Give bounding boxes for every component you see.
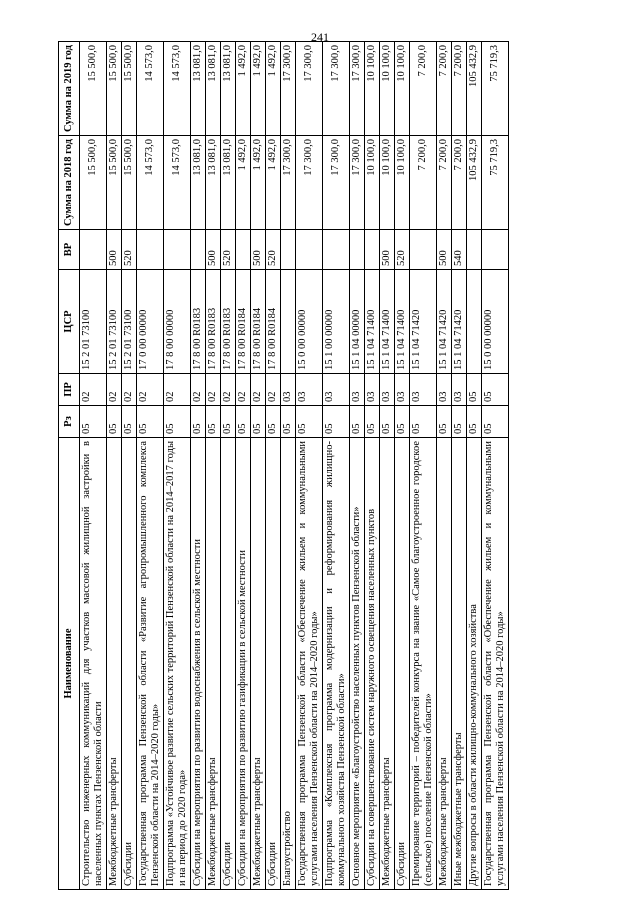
row-rz: 05 xyxy=(482,406,509,438)
row-sum-2018: 7 200,0 xyxy=(437,136,452,230)
row-sum-2019: 15 500,0 xyxy=(122,42,137,136)
row-pr: 03 xyxy=(296,374,323,406)
row-name: Субсидии xyxy=(266,438,281,890)
row-vr: 540 xyxy=(452,230,467,270)
row-rz: 05 xyxy=(251,406,266,438)
table-row xyxy=(323,42,350,890)
row-sum-2019: 7 200,0 xyxy=(410,42,437,136)
col-header-pr: ПР xyxy=(59,374,80,406)
row-sum-2018: 17 300,0 xyxy=(281,136,296,230)
row-vr xyxy=(467,230,482,270)
col-header-sum-2019: Сумма на 2019 год xyxy=(59,42,80,136)
row-csr: 17 8 00 R0183 xyxy=(191,270,206,374)
row-pr: 02 xyxy=(107,374,122,406)
row-csr: 15 1 04 71400 xyxy=(380,270,395,374)
row-sum-2018: 14 573,0 xyxy=(164,136,191,230)
row-name: Строительство инженерных коммуникаций для участков массовой жилищной застройки в населенных пунктах Пензенской области xyxy=(80,438,107,890)
table-row xyxy=(251,42,266,890)
table-row xyxy=(221,42,236,890)
row-name: Основное мероприятие «Благоустройство населенных пунктов Пензенской области» xyxy=(350,438,365,890)
row-vr xyxy=(365,230,380,270)
row-sum-2018: 17 300,0 xyxy=(350,136,365,230)
row-rz: 05 xyxy=(80,406,107,438)
row-vr: 500 xyxy=(251,230,266,270)
row-csr: 17 8 00 R0183 xyxy=(221,270,236,374)
row-pr: 02 xyxy=(137,374,164,406)
row-vr: 500 xyxy=(380,230,395,270)
col-header-vr: ВР xyxy=(59,230,80,270)
row-vr: 520 xyxy=(395,230,410,270)
row-vr: 520 xyxy=(221,230,236,270)
table-row xyxy=(80,42,107,890)
row-vr xyxy=(191,230,206,270)
row-vr: 520 xyxy=(122,230,137,270)
row-vr: 500 xyxy=(206,230,221,270)
row-sum-2018: 10 100,0 xyxy=(395,136,410,230)
table-row xyxy=(122,42,137,890)
table-row xyxy=(452,42,467,890)
row-pr: 02 xyxy=(164,374,191,406)
table-row xyxy=(365,42,380,890)
row-sum-2018: 105 432,9 xyxy=(467,136,482,230)
row-pr: 02 xyxy=(266,374,281,406)
row-sum-2019: 17 300,0 xyxy=(350,42,365,136)
row-csr: 15 1 00 00000 xyxy=(323,270,350,374)
row-csr: 17 0 00 00000 xyxy=(137,270,164,374)
row-pr: 03 xyxy=(395,374,410,406)
row-rz: 05 xyxy=(437,406,452,438)
row-sum-2018: 1 492,0 xyxy=(251,136,266,230)
row-rz: 05 xyxy=(350,406,365,438)
row-sum-2019: 17 300,0 xyxy=(281,42,296,136)
row-name: Межбюджетные трансферты xyxy=(251,438,266,890)
row-sum-2019: 10 100,0 xyxy=(380,42,395,136)
table-row xyxy=(350,42,365,890)
row-csr: 17 8 00 R0184 xyxy=(251,270,266,374)
row-rz: 05 xyxy=(137,406,164,438)
row-name: Субсидии на мероприятия по развитию газификации в сельской местности xyxy=(236,438,251,890)
table-row xyxy=(266,42,281,890)
row-rz: 05 xyxy=(164,406,191,438)
row-csr: 15 2 01 73100 xyxy=(122,270,137,374)
rotated-page xyxy=(58,42,588,890)
col-header-rz: Рз xyxy=(59,406,80,438)
row-pr: 03 xyxy=(350,374,365,406)
row-pr: 02 xyxy=(206,374,221,406)
row-vr: 500 xyxy=(437,230,452,270)
row-name: Межбюджетные трансферты xyxy=(380,438,395,890)
row-vr: 500 xyxy=(107,230,122,270)
row-sum-2019: 13 081,0 xyxy=(221,42,236,136)
row-csr: 15 0 00 00000 xyxy=(482,270,509,374)
row-pr: 03 xyxy=(380,374,395,406)
row-csr: 15 0 00 00000 xyxy=(296,270,323,374)
row-name: Межбюджетные трансферты xyxy=(206,438,221,890)
row-name: Государственная программа Пензенской области «Обеспечение жильем и коммунальными услугами населения Пензенской области на 2014–2020 годы» xyxy=(482,438,509,890)
row-csr: 15 1 04 71420 xyxy=(452,270,467,374)
row-sum-2019: 1 492,0 xyxy=(236,42,251,136)
row-sum-2019: 7 200,0 xyxy=(452,42,467,136)
table-row xyxy=(437,42,452,890)
row-rz: 05 xyxy=(107,406,122,438)
row-name: Благоустройство xyxy=(281,438,296,890)
row-vr xyxy=(296,230,323,270)
row-sum-2019: 15 500,0 xyxy=(107,42,122,136)
row-pr: 02 xyxy=(236,374,251,406)
row-name: Межбюджетные трансферты xyxy=(107,438,122,890)
row-pr: 03 xyxy=(452,374,467,406)
row-sum-2018: 13 081,0 xyxy=(221,136,236,230)
row-name: Межбюджетные трансферты xyxy=(437,438,452,890)
row-vr xyxy=(236,230,251,270)
row-csr xyxy=(281,270,296,374)
table-header-row xyxy=(59,42,80,890)
row-pr: 03 xyxy=(281,374,296,406)
row-name: Субсидии xyxy=(221,438,236,890)
table-row xyxy=(410,42,437,890)
row-sum-2018: 13 081,0 xyxy=(206,136,221,230)
table-row xyxy=(281,42,296,890)
table-row xyxy=(395,42,410,890)
row-pr: 05 xyxy=(482,374,509,406)
row-vr xyxy=(80,230,107,270)
row-sum-2019: 15 500,0 xyxy=(80,42,107,136)
row-rz: 05 xyxy=(467,406,482,438)
row-vr xyxy=(323,230,350,270)
row-pr: 03 xyxy=(410,374,437,406)
table-row xyxy=(191,42,206,890)
row-pr: 02 xyxy=(191,374,206,406)
row-csr: 15 2 01 73100 xyxy=(107,270,122,374)
row-csr: 15 1 04 71420 xyxy=(410,270,437,374)
row-vr xyxy=(410,230,437,270)
row-sum-2019: 14 573,0 xyxy=(164,42,191,136)
row-name: Подпрограмма «Устойчивое развитие сельских территорий Пензенской области на 2014–2017 годы и на период до 2020 года» xyxy=(164,438,191,890)
row-sum-2019: 1 492,0 xyxy=(251,42,266,136)
table-row xyxy=(236,42,251,890)
row-csr: 17 8 00 R0183 xyxy=(206,270,221,374)
row-sum-2019: 17 300,0 xyxy=(323,42,350,136)
row-vr xyxy=(350,230,365,270)
row-sum-2018: 1 492,0 xyxy=(266,136,281,230)
row-name: Другие вопросы в области жилищно-коммунального хозяйства xyxy=(467,438,482,890)
row-sum-2018: 1 492,0 xyxy=(236,136,251,230)
row-rz: 05 xyxy=(191,406,206,438)
row-sum-2019: 13 081,0 xyxy=(191,42,206,136)
row-name: Субсидии на мероприятия по развитию водоснабжения в сельской местности xyxy=(191,438,206,890)
row-csr: 17 8 00 R0184 xyxy=(236,270,251,374)
col-header-name: Наименование xyxy=(59,438,80,890)
row-csr: 17 8 00 R0184 xyxy=(266,270,281,374)
row-rz: 05 xyxy=(452,406,467,438)
table-row xyxy=(164,42,191,890)
row-rz: 05 xyxy=(395,406,410,438)
row-csr: 15 1 04 71420 xyxy=(437,270,452,374)
row-sum-2018: 17 300,0 xyxy=(296,136,323,230)
col-header-csr: ЦСР xyxy=(59,270,80,374)
row-rz: 05 xyxy=(365,406,380,438)
row-pr: 03 xyxy=(323,374,350,406)
row-sum-2018: 75 719,3 xyxy=(482,136,509,230)
row-pr: 02 xyxy=(251,374,266,406)
row-sum-2019: 13 081,0 xyxy=(206,42,221,136)
row-csr: 15 2 01 73100 xyxy=(80,270,107,374)
row-rz: 05 xyxy=(380,406,395,438)
row-sum-2018: 15 500,0 xyxy=(107,136,122,230)
row-vr xyxy=(137,230,164,270)
row-csr: 15 1 04 00000 xyxy=(350,270,365,374)
table-row xyxy=(467,42,482,890)
table-row xyxy=(137,42,164,890)
row-vr xyxy=(164,230,191,270)
row-rz: 05 xyxy=(206,406,221,438)
budget-table xyxy=(58,41,509,890)
row-rz: 05 xyxy=(410,406,437,438)
row-name: Подпрограмма «Комплексная программа модернизации и реформирования жилищно-коммунального хозяйства Пензенской области» xyxy=(323,438,350,890)
row-rz: 05 xyxy=(266,406,281,438)
row-name: Субсидии xyxy=(122,438,137,890)
row-csr: 17 8 00 00000 xyxy=(164,270,191,374)
row-name: Государственная программа Пензенской области «Развитие агропромышленного комплекса Пензенской области на 2014–2020 годы» xyxy=(137,438,164,890)
row-name: Иные межбюджетные трансферты xyxy=(452,438,467,890)
row-rz: 05 xyxy=(296,406,323,438)
row-vr xyxy=(482,230,509,270)
row-rz: 05 xyxy=(122,406,137,438)
row-csr: 15 1 04 71400 xyxy=(395,270,410,374)
row-vr xyxy=(281,230,296,270)
row-sum-2019: 14 573,0 xyxy=(137,42,164,136)
row-sum-2018: 13 081,0 xyxy=(191,136,206,230)
table-row xyxy=(296,42,323,890)
row-csr: 15 1 04 71400 xyxy=(365,270,380,374)
row-sum-2018: 10 100,0 xyxy=(365,136,380,230)
row-sum-2018: 7 200,0 xyxy=(452,136,467,230)
table-row xyxy=(206,42,221,890)
row-pr: 05 xyxy=(467,374,482,406)
table-row xyxy=(482,42,509,890)
row-name: Премирование территорий – победителей конкурса на звание «Самое благоустроенное городское (сельское) поселение Пензенской области» xyxy=(410,438,437,890)
row-name: Субсидии на совершенствование систем наружного освещения населенных пунктов xyxy=(365,438,380,890)
row-sum-2018: 17 300,0 xyxy=(323,136,350,230)
row-pr: 03 xyxy=(437,374,452,406)
row-sum-2019: 10 100,0 xyxy=(365,42,380,136)
row-sum-2019: 10 100,0 xyxy=(395,42,410,136)
row-pr: 03 xyxy=(365,374,380,406)
row-vr: 520 xyxy=(266,230,281,270)
row-rz: 05 xyxy=(236,406,251,438)
table-body xyxy=(80,42,509,890)
row-rz: 05 xyxy=(281,406,296,438)
row-sum-2018: 15 500,0 xyxy=(80,136,107,230)
table-row xyxy=(107,42,122,890)
row-sum-2019: 105 432,9 xyxy=(467,42,482,136)
table-row xyxy=(380,42,395,890)
row-pr: 02 xyxy=(221,374,236,406)
row-sum-2019: 17 300,0 xyxy=(296,42,323,136)
row-sum-2019: 75 719,3 xyxy=(482,42,509,136)
col-header-sum-2018: Сумма на 2018 год xyxy=(59,136,80,230)
row-rz: 05 xyxy=(221,406,236,438)
row-pr: 02 xyxy=(122,374,137,406)
row-pr: 02 xyxy=(80,374,107,406)
row-sum-2019: 1 492,0 xyxy=(266,42,281,136)
row-rz: 05 xyxy=(323,406,350,438)
row-sum-2018: 10 100,0 xyxy=(380,136,395,230)
row-name: Государственная программа Пензенской области «Обеспечение жильем и коммунальными услугами населения Пензенской области на 2014–2020 годы» xyxy=(296,438,323,890)
row-sum-2018: 15 500,0 xyxy=(122,136,137,230)
row-name: Субсидии xyxy=(395,438,410,890)
row-sum-2018: 7 200,0 xyxy=(410,136,437,230)
row-sum-2018: 14 573,0 xyxy=(137,136,164,230)
row-csr xyxy=(467,270,482,374)
page-number: 241 xyxy=(311,30,329,44)
row-sum-2019: 7 200,0 xyxy=(437,42,452,136)
